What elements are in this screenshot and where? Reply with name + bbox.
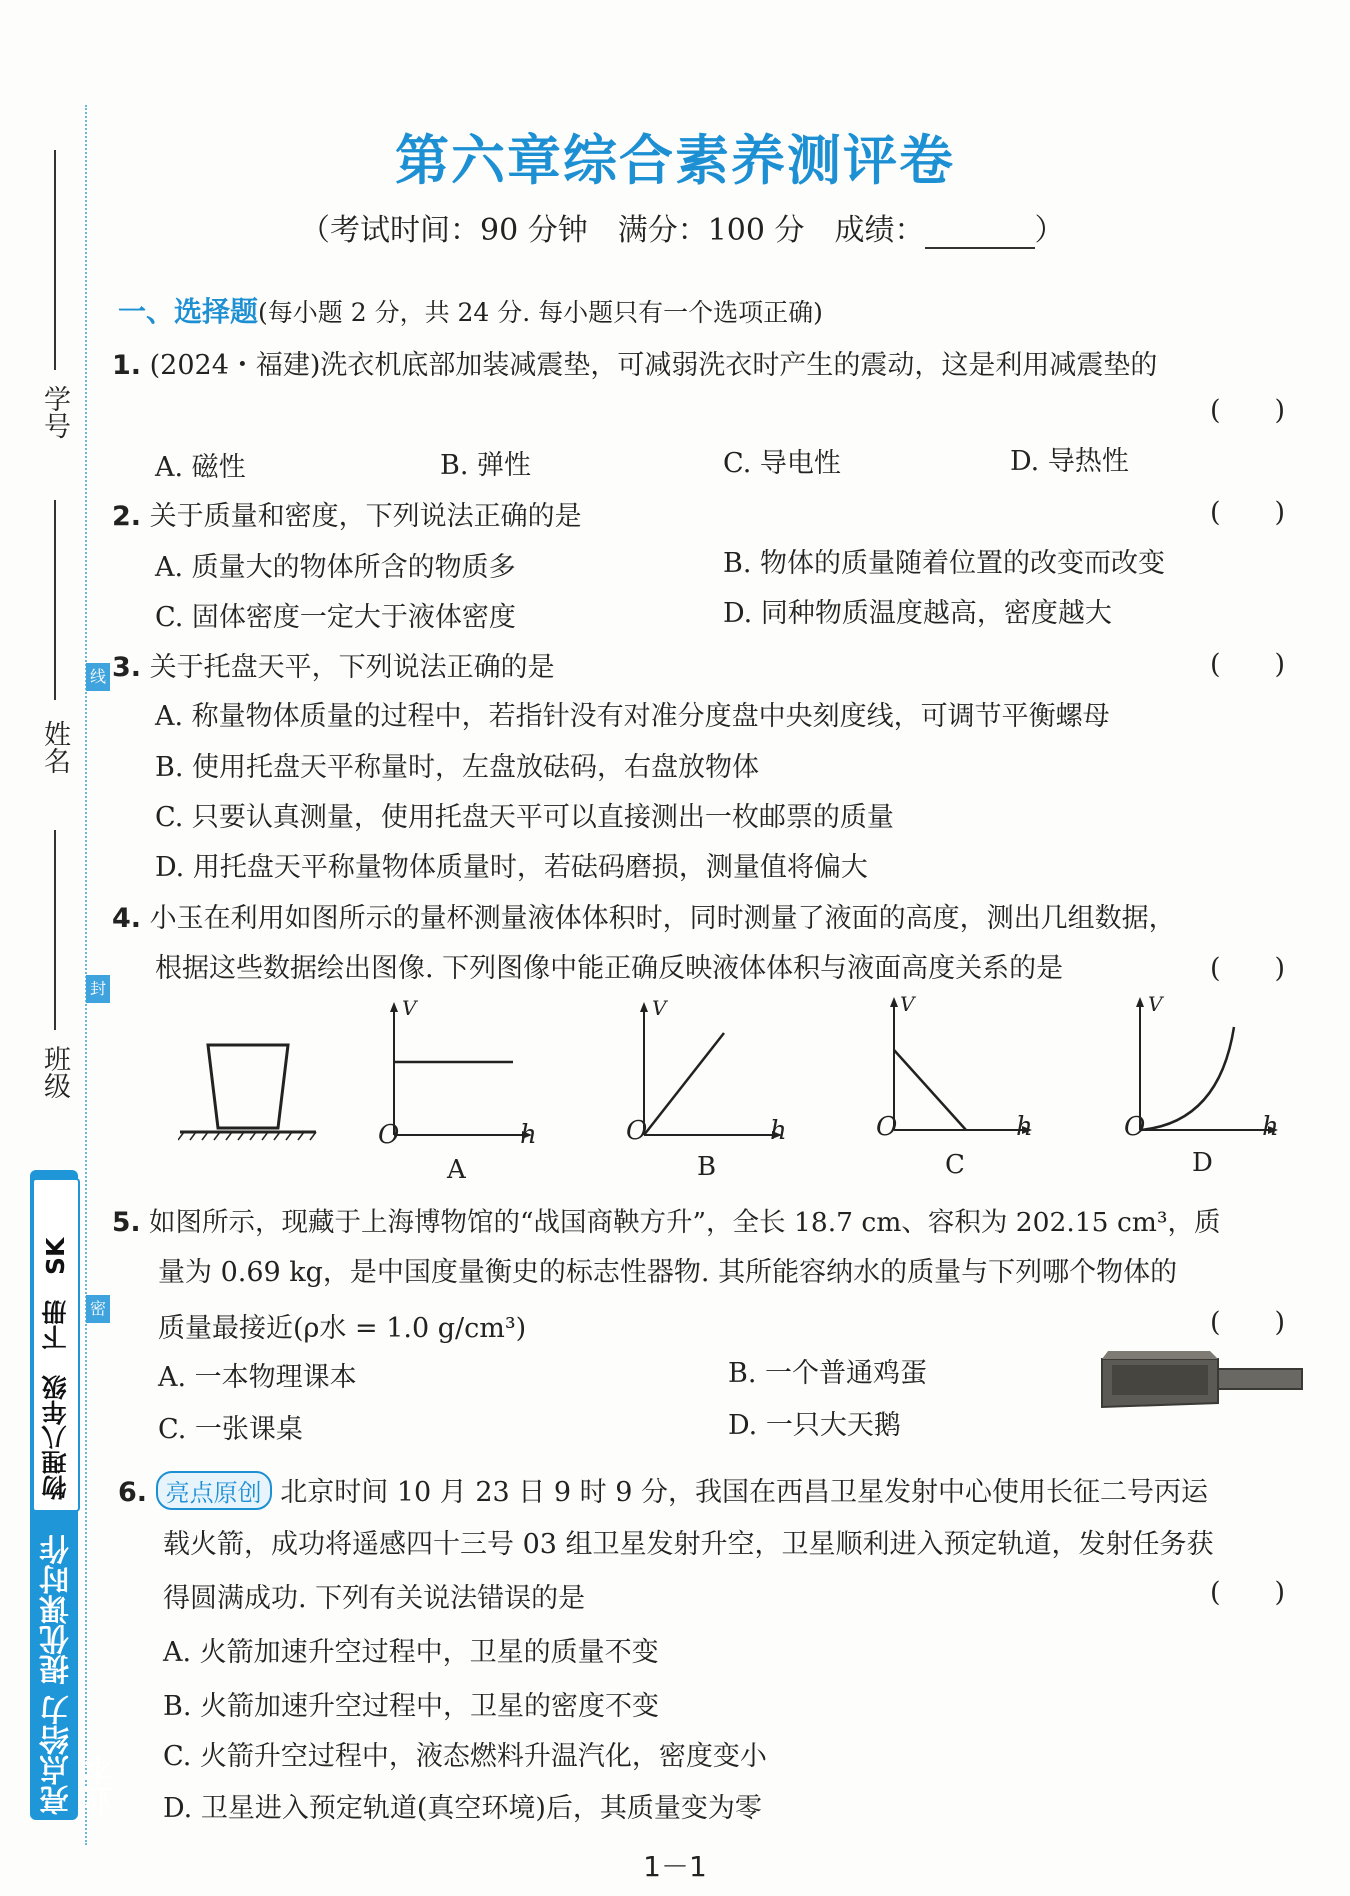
question-2	[112, 494, 582, 533]
question-3	[112, 645, 555, 684]
graph-b-origin: O	[626, 1116, 648, 1146]
graph-b-label: B	[697, 1152, 717, 1182]
q2-option-d: D. 同种物质温度越高，密度越大	[723, 598, 1112, 629]
question-number: 1.	[112, 350, 142, 381]
vessel-cavity	[1112, 1365, 1208, 1395]
question-number: 3.	[112, 652, 142, 683]
graph-b-xlabel: h	[770, 1116, 787, 1146]
q6-option-c: C. 火箭升空过程中，液态燃料升温汽化，密度变小	[163, 1741, 767, 1772]
question-5-text-2: 量为 0.69 kg，是中国度量衡史的标志性器物. 其所能容纳水的质量与下列哪个物体的	[158, 1257, 1178, 1288]
vessel-rim	[1102, 1351, 1218, 1359]
section-heading	[118, 290, 823, 330]
q6-option-d: D. 卫星进入预定轨道(真空环境)后，其质量变为零	[163, 1793, 762, 1824]
curve-proportional	[644, 1033, 724, 1135]
question-5	[112, 1200, 1221, 1239]
q1-option-a: A. 磁性	[155, 452, 246, 483]
binding-tag-seal: 封	[86, 975, 110, 1003]
graph-d-ylabel: V	[1148, 992, 1163, 1016]
y-arrow	[890, 997, 898, 1007]
graph-a-label: A	[447, 1155, 466, 1185]
y-arrow	[640, 1002, 648, 1012]
answer-paren-5[interactable]: ( )	[1210, 1307, 1286, 1338]
class-blank[interactable]	[54, 830, 56, 1030]
y-arrow	[1136, 997, 1144, 1007]
answer-paren-1[interactable]: ( )	[1210, 395, 1286, 426]
question-6-text-1: 北京时间 10 月 23 日 9 时 9 分，我国在西昌卫星发射中心使用长征二号丙运	[280, 1477, 1208, 1508]
q3-option-a: A. 称量物体质量的过程中，若指针没有对准分度盘中央刻度线，可调节平衡螺母	[155, 701, 1110, 732]
q5-option-d: D. 一只大天鹅	[728, 1410, 901, 1441]
question-number: 5.	[112, 1207, 141, 1238]
section-note: (每小题 2 分，共 24 分. 每小题只有一个选项正确)	[258, 298, 823, 327]
name-label: 姓名	[39, 720, 70, 774]
q1-option-c: C. 导电性	[723, 448, 841, 479]
question-number: 2.	[112, 501, 142, 532]
answer-paren-3[interactable]: ( )	[1210, 649, 1286, 680]
answer-paren-4[interactable]: ( )	[1210, 953, 1286, 984]
graph-d-origin: O	[1124, 1112, 1146, 1142]
measuring-cup-figure	[178, 1030, 318, 1145]
curve-increasing	[1140, 1027, 1234, 1130]
q6-option-b: B. 火箭加速升空过程中，卫星的密度不变	[163, 1691, 660, 1722]
graph-c-ylabel: V	[900, 992, 915, 1016]
q1-option-b: B. 弹性	[440, 450, 532, 481]
graph-c	[878, 995, 1038, 1145]
graph-d-label: D	[1192, 1148, 1213, 1178]
q3-option-d: D. 用托盘天平称量物体质量时，若砝码磨损，测量值将偏大	[155, 852, 868, 883]
exam-info-close: ）	[1034, 213, 1065, 248]
question-1	[112, 343, 1157, 382]
q2-option-b: B. 物体的质量随着位置的改变而改变	[723, 548, 1166, 579]
graph-d	[1124, 995, 1284, 1145]
graph-a-origin: O	[378, 1120, 400, 1150]
q2-option-c: C. 固体密度一定大于液体密度	[155, 602, 516, 633]
page-title: 第六章综合素养测评卷	[395, 128, 955, 192]
vessel-handle	[1218, 1369, 1302, 1389]
q6-option-a: A. 火箭加速升空过程中，卫星的质量不变	[163, 1637, 659, 1668]
page-number: 1－1	[643, 1850, 707, 1883]
question-3-text: 关于托盘天平，下列说法正确的是	[149, 652, 555, 683]
question-number: 6.	[118, 1477, 148, 1508]
y-arrow	[390, 1002, 398, 1012]
student-id-label: 学号	[39, 385, 70, 439]
q5-option-a: A. 一本物理课本	[158, 1362, 357, 1393]
graph-b	[628, 1000, 788, 1150]
question-5-text-3: 质量最接近(ρ水 = 1.0 g/cm³)	[158, 1313, 527, 1344]
question-6-text-2: 载火箭，成功将遥感四十三号 03 组卫星发射升空，卫星顺利进入预定轨道，发射任务获	[163, 1529, 1214, 1560]
graph-a-ylabel: V	[402, 996, 417, 1020]
answer-paren-2[interactable]: ( )	[1210, 497, 1286, 528]
q3-option-b: B. 使用托盘天平称量时，左盘放砝码，右盘放物体	[155, 752, 760, 783]
graph-b-ylabel: V	[652, 996, 667, 1020]
q5-option-c: C. 一张课桌	[158, 1414, 303, 1445]
question-5-text-1: 如图所示，现藏于上海博物馆的“战国商鞅方升”，全长 18.7 cm、容积为 202.15 cm³，质	[148, 1207, 1221, 1238]
curve-decreasing	[894, 1050, 966, 1130]
q3-option-c: C. 只要认真测量，使用托盘天平可以直接测出一枚邮票的质量	[155, 802, 894, 833]
binding-tag-secret: 密	[86, 1295, 110, 1323]
exam-info	[300, 205, 1065, 249]
section-title: 一、选择题	[118, 295, 259, 328]
name-blank[interactable]	[54, 500, 56, 700]
graph-a-xlabel: h	[520, 1120, 537, 1150]
graph-c-label: C	[945, 1150, 965, 1180]
bronze-vessel-image	[1098, 1345, 1308, 1415]
answer-paren-6[interactable]: ( )	[1210, 1577, 1286, 1608]
q5-option-b: B. 一个普通鸡蛋	[728, 1358, 928, 1389]
question-1-text: (2024・福建)洗衣机底部加装减震垫，可减弱洗衣时产生的震动，这是利用减震垫的	[149, 350, 1158, 381]
graph-a	[378, 1000, 538, 1150]
cup-outline	[208, 1045, 288, 1128]
question-6	[118, 1470, 1208, 1510]
spine-brand: 亮点给力 提优课时作业本	[40, 1534, 119, 1815]
question-4	[112, 896, 1176, 935]
class-label: 班级	[39, 1045, 70, 1099]
exam-info-text: （考试时间：90 分钟 满分：100 分 成绩：	[300, 213, 925, 248]
binding-tag-line: 线	[86, 663, 110, 691]
spine-subject: 物理八年级 下册 SK	[41, 1237, 70, 1500]
question-4-text-1: 小玉在利用如图所示的量杯测量液体体积时，同时测量了液面的高度，测出几组数据，	[149, 903, 1176, 934]
score-blank[interactable]	[925, 221, 1035, 249]
graph-d-xlabel: h	[1262, 1112, 1279, 1142]
question-6-text-3: 得圆满成功. 下列有关说法错误的是	[163, 1583, 586, 1614]
q1-option-d: D. 导热性	[1010, 446, 1129, 477]
question-number: 4.	[112, 903, 142, 934]
q2-option-a: A. 质量大的物体所含的物质多	[155, 552, 516, 583]
original-badge: 亮点原创	[156, 1471, 272, 1510]
question-4-text-2: 根据这些数据绘出图像. 下列图像中能正确反映液体体积与液面高度关系的是	[155, 953, 1064, 984]
question-2-text: 关于质量和密度，下列说法正确的是	[149, 501, 582, 532]
graph-c-xlabel: h	[1016, 1112, 1033, 1142]
graph-c-origin: O	[876, 1112, 898, 1142]
